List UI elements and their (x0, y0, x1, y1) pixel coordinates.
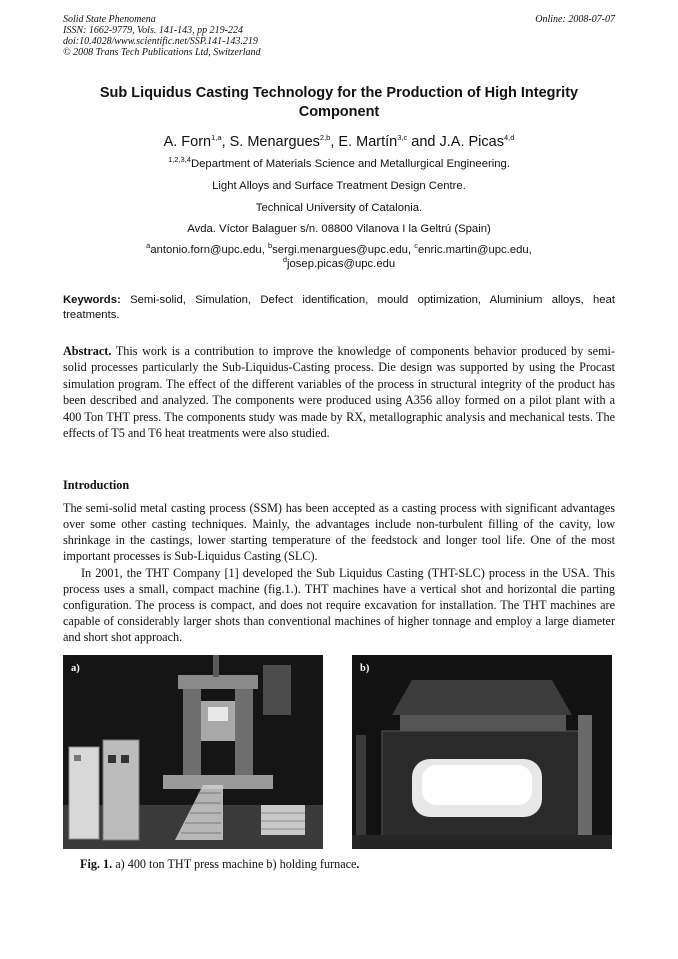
online-date: Online: 2008-07-07 (535, 14, 615, 25)
section-heading-introduction: Introduction (63, 478, 130, 492)
paper-title: Sub Liquidus Casting Technology for the Production of High Integrity Component (99, 85, 579, 120)
caption-end: . (356, 857, 360, 871)
author-name: S. Menargues (229, 134, 320, 150)
abstract (63, 343, 615, 441)
email-line-1: $^a$antonio.forn@upc.edu, $^b$sergi.menargues@upc.edu, $^c$enric.martin@upc.edu, (146, 241, 532, 256)
figure-label-b: b) (360, 663, 370, 674)
doi-line: doi:10.4028/www.scientific.net/SSP.141-143.219 (63, 36, 258, 47)
author-sup: 1,a (211, 133, 222, 143)
author-list: A. Forn$^{1,a}$, S. Menargues$^{2,b}$, E. Martín$^{3,c}$ and J.A. Picas$^{4,d}$ (163, 133, 515, 150)
email-line-2 (63, 257, 615, 272)
author-sup: 4,d (503, 133, 515, 143)
journal-header (63, 14, 261, 58)
issn-line: ISSN: 1662-9779, Vols. 141-143, pp 219-224 (63, 25, 243, 36)
affiliation-line-3: Technical University of Catalonia. (255, 202, 423, 214)
keywords (63, 293, 615, 323)
affiliation-sup: 1,2,3,4 (168, 155, 191, 165)
affiliation-text: Department of Materials Science and Metallurgical Engineering. (190, 158, 510, 170)
email-sup: d (282, 255, 287, 265)
copyright-line: © 2008 Trans Tech Publications Ltd, Switzerland (63, 47, 261, 58)
author-name: J.A. Picas (439, 134, 504, 150)
press-machine-illustration (63, 655, 323, 849)
email-address: josep.picas@upc.edu (286, 258, 396, 270)
intro-paragraph-1: The semi-solid metal casting process (SSM) has been accepted as a casting process with significant advantages over some other casting techniques. Mainly, the advantages include non-turbulent filling of the cavity, low shrinkage in the castings, lower starting temperature of the feedstock and longer tool life. One of the most important processes is Sub-Liquidus Casting (SLC). (63, 501, 615, 564)
email-sup: b (267, 241, 273, 251)
intro-paragraph-2: In 2001, the THT Company [1] developed the Sub Liquidus Casting (THT-SLC) process in the USA. This process uses a small, compact machine (fig.1.). THT machines have a vertical shot and horizontal die parting configuration. The process is compact, and does not require excavation for installation. The THT machines are capable of considerably larger shots than conventional machines of higher tonnage and employ a large diameter and short shot approach. (63, 566, 615, 645)
figure-1b-photo (352, 655, 612, 849)
caption-text: a) 400 ton THT press machine b) holding furnace (112, 857, 357, 871)
figure-1a-photo (63, 655, 323, 849)
keywords-text: Semi-solid, Simulation, Defect identification, mould optimization, Aluminium alloys, heat treatments. (63, 294, 616, 321)
journal-name: Solid State Phenomena (63, 14, 156, 25)
figure-caption (80, 857, 359, 872)
keywords-label: Keywords: (63, 294, 121, 306)
email-address: sergi.menargues@upc.edu (272, 244, 408, 256)
author-sup: 2,b (319, 133, 331, 143)
author-sup: 3,c (397, 133, 408, 143)
affiliation-line-2: Light Alloys and Surface Treatment Design Centre. (212, 180, 466, 192)
email-address: antonio.forn@upc.edu (150, 244, 262, 256)
abstract-text: This work is a contribution to improve the knowledge of components behavior produced by semi-solid processes particularly the Sub-Liquidus-Casting process. Die design was supported by using the Procast simulation program. The effect of the different variables of the process in structural integrity of the product has been described and analyzed. The components were produced using A356 alloy formed on a pilot plant with a 400 Ton THT press. The components study was made by RX, metallographic analysis and mechanical tests. The effects of T5 and T6 heat treatments were also studied. (63, 344, 616, 441)
author-name: A. Forn (163, 134, 212, 150)
affiliation-line-4: Avda. Víctor Balaguer s/n. 08800 Vilanova I la Geltrú (Spain) (187, 223, 491, 235)
holding-furnace-illustration (352, 655, 612, 849)
email-address: enric.martin@upc.edu (417, 244, 529, 256)
email-sup: a (146, 241, 151, 251)
email-sup: c (414, 241, 418, 251)
figure-label-a: a) (71, 663, 80, 674)
abstract-label: Abstract. (63, 344, 112, 358)
caption-label: Fig. 1. (80, 857, 113, 871)
affiliation-line-1 (63, 157, 615, 172)
author-name: E. Martín (338, 134, 398, 150)
